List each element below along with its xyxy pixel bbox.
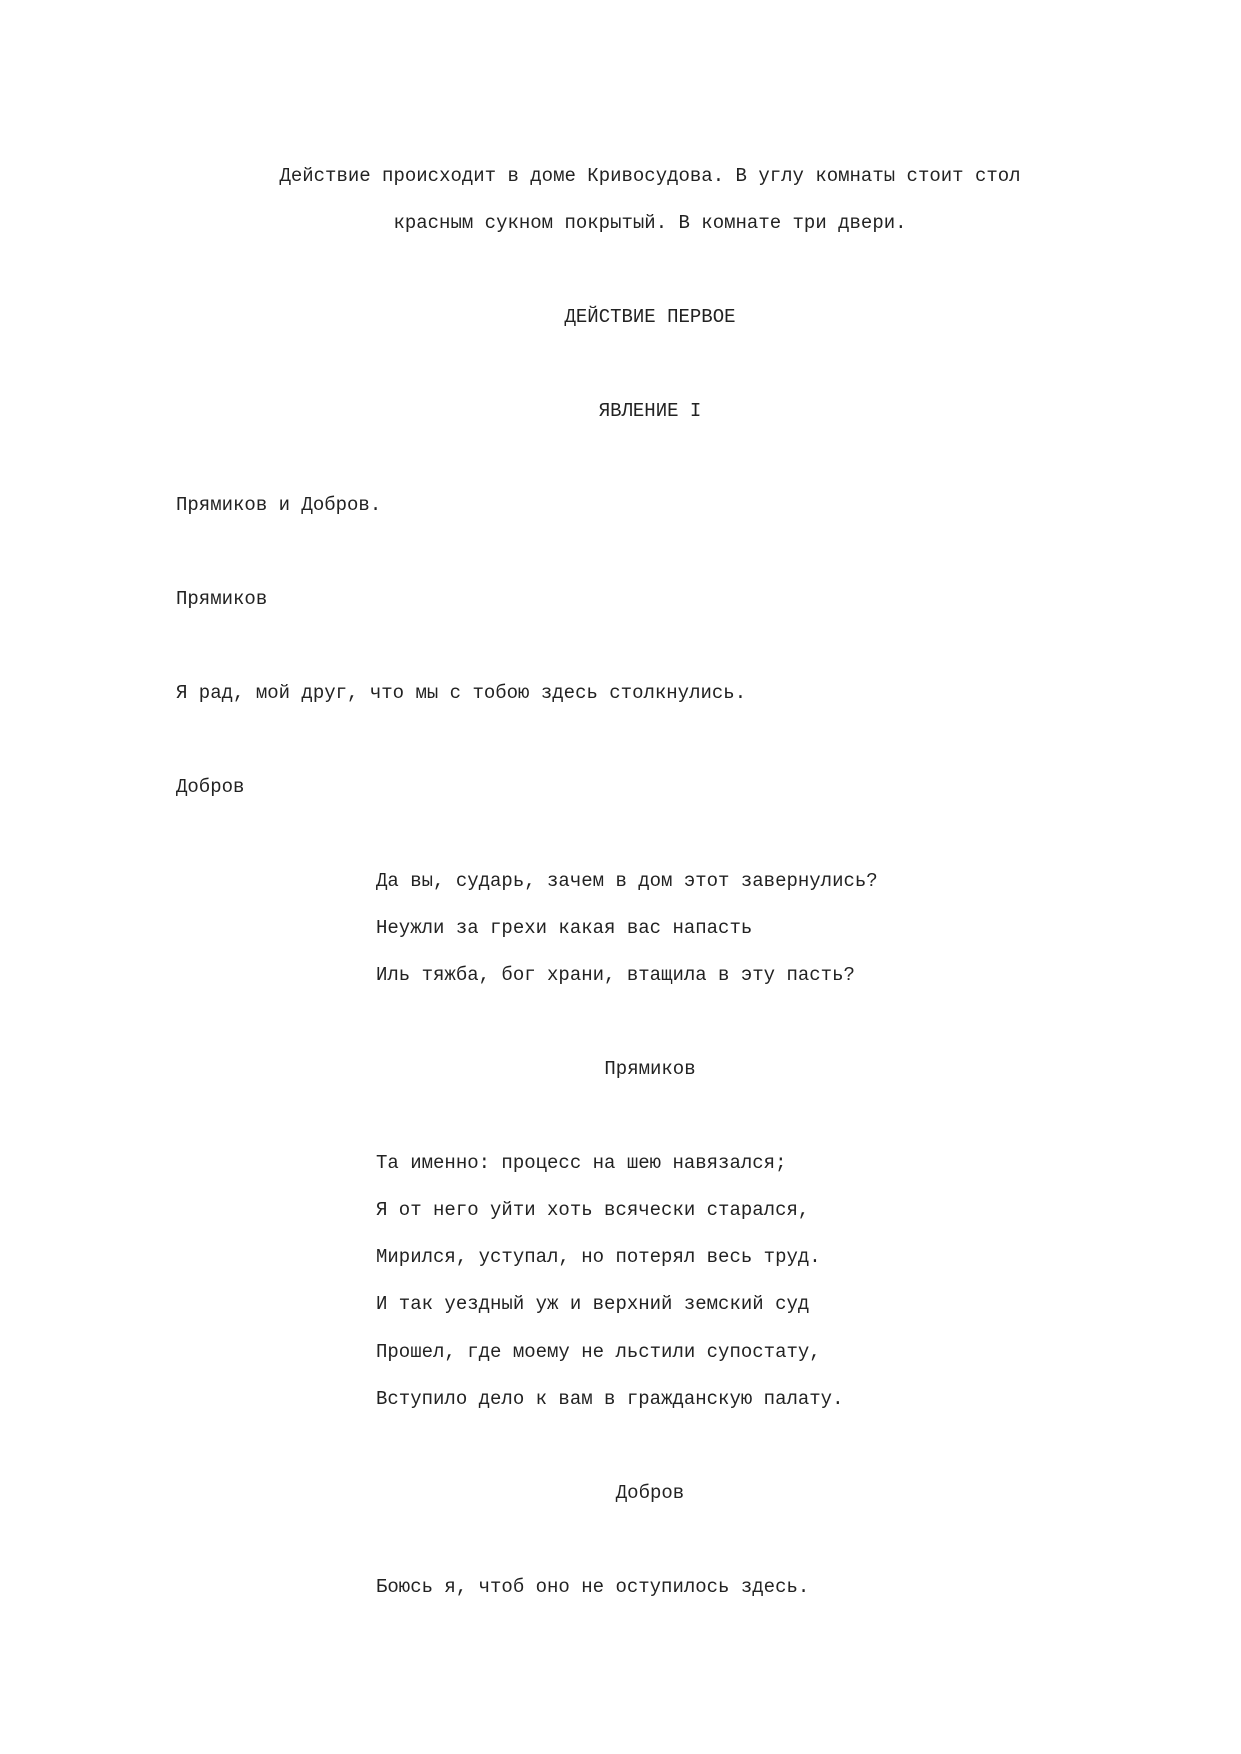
stage-direction-line-2: красным сукном покрытый. В комнате три двери. bbox=[393, 212, 907, 234]
speaker-name: Добров bbox=[176, 776, 245, 798]
verse-line: Вступило дело к вам в гражданскую палату. bbox=[376, 1388, 844, 1410]
stage-direction-line-1: Действие происходит в доме Кривосудова. В углу комнаты стоит стол bbox=[279, 165, 1021, 187]
verse-line: Та именно: процесс на шею навязался; bbox=[376, 1152, 787, 1174]
verse-line: И так уездный уж и верхний земский суд bbox=[376, 1293, 810, 1315]
verse-line: Да вы, сударь, зачем в дом этот завернулись? bbox=[376, 870, 878, 892]
speaker-name: Прямиков bbox=[604, 1058, 696, 1080]
speaker-name: Прямиков bbox=[176, 588, 268, 610]
dialogue-line: Я рад, мой друг, что мы с тобою здесь столкнулись. bbox=[176, 682, 747, 704]
verse-line: Прошел, где моему не льстили супостату, bbox=[376, 1341, 821, 1363]
speaker-name: Добров bbox=[615, 1482, 685, 1504]
verse-line: Неужли за грехи какая вас напасть bbox=[376, 917, 753, 939]
scene-title: ЯВЛЕНИЕ I bbox=[598, 400, 702, 422]
verse-line: Я от него уйти хоть всячески старался, bbox=[376, 1199, 810, 1221]
act-title: ДЕЙСТВИЕ ПЕРВОЕ bbox=[564, 306, 736, 328]
verse-line: Иль тяжба, бог храни, втащила в эту пасть? bbox=[376, 964, 855, 986]
characters-present: Прямиков и Добров. bbox=[176, 494, 382, 516]
verse-line: Боюсь я, чтоб оно не оступилось здесь. bbox=[376, 1576, 810, 1598]
verse-line: Мирился, уступал, но потерял весь труд. bbox=[376, 1246, 821, 1268]
